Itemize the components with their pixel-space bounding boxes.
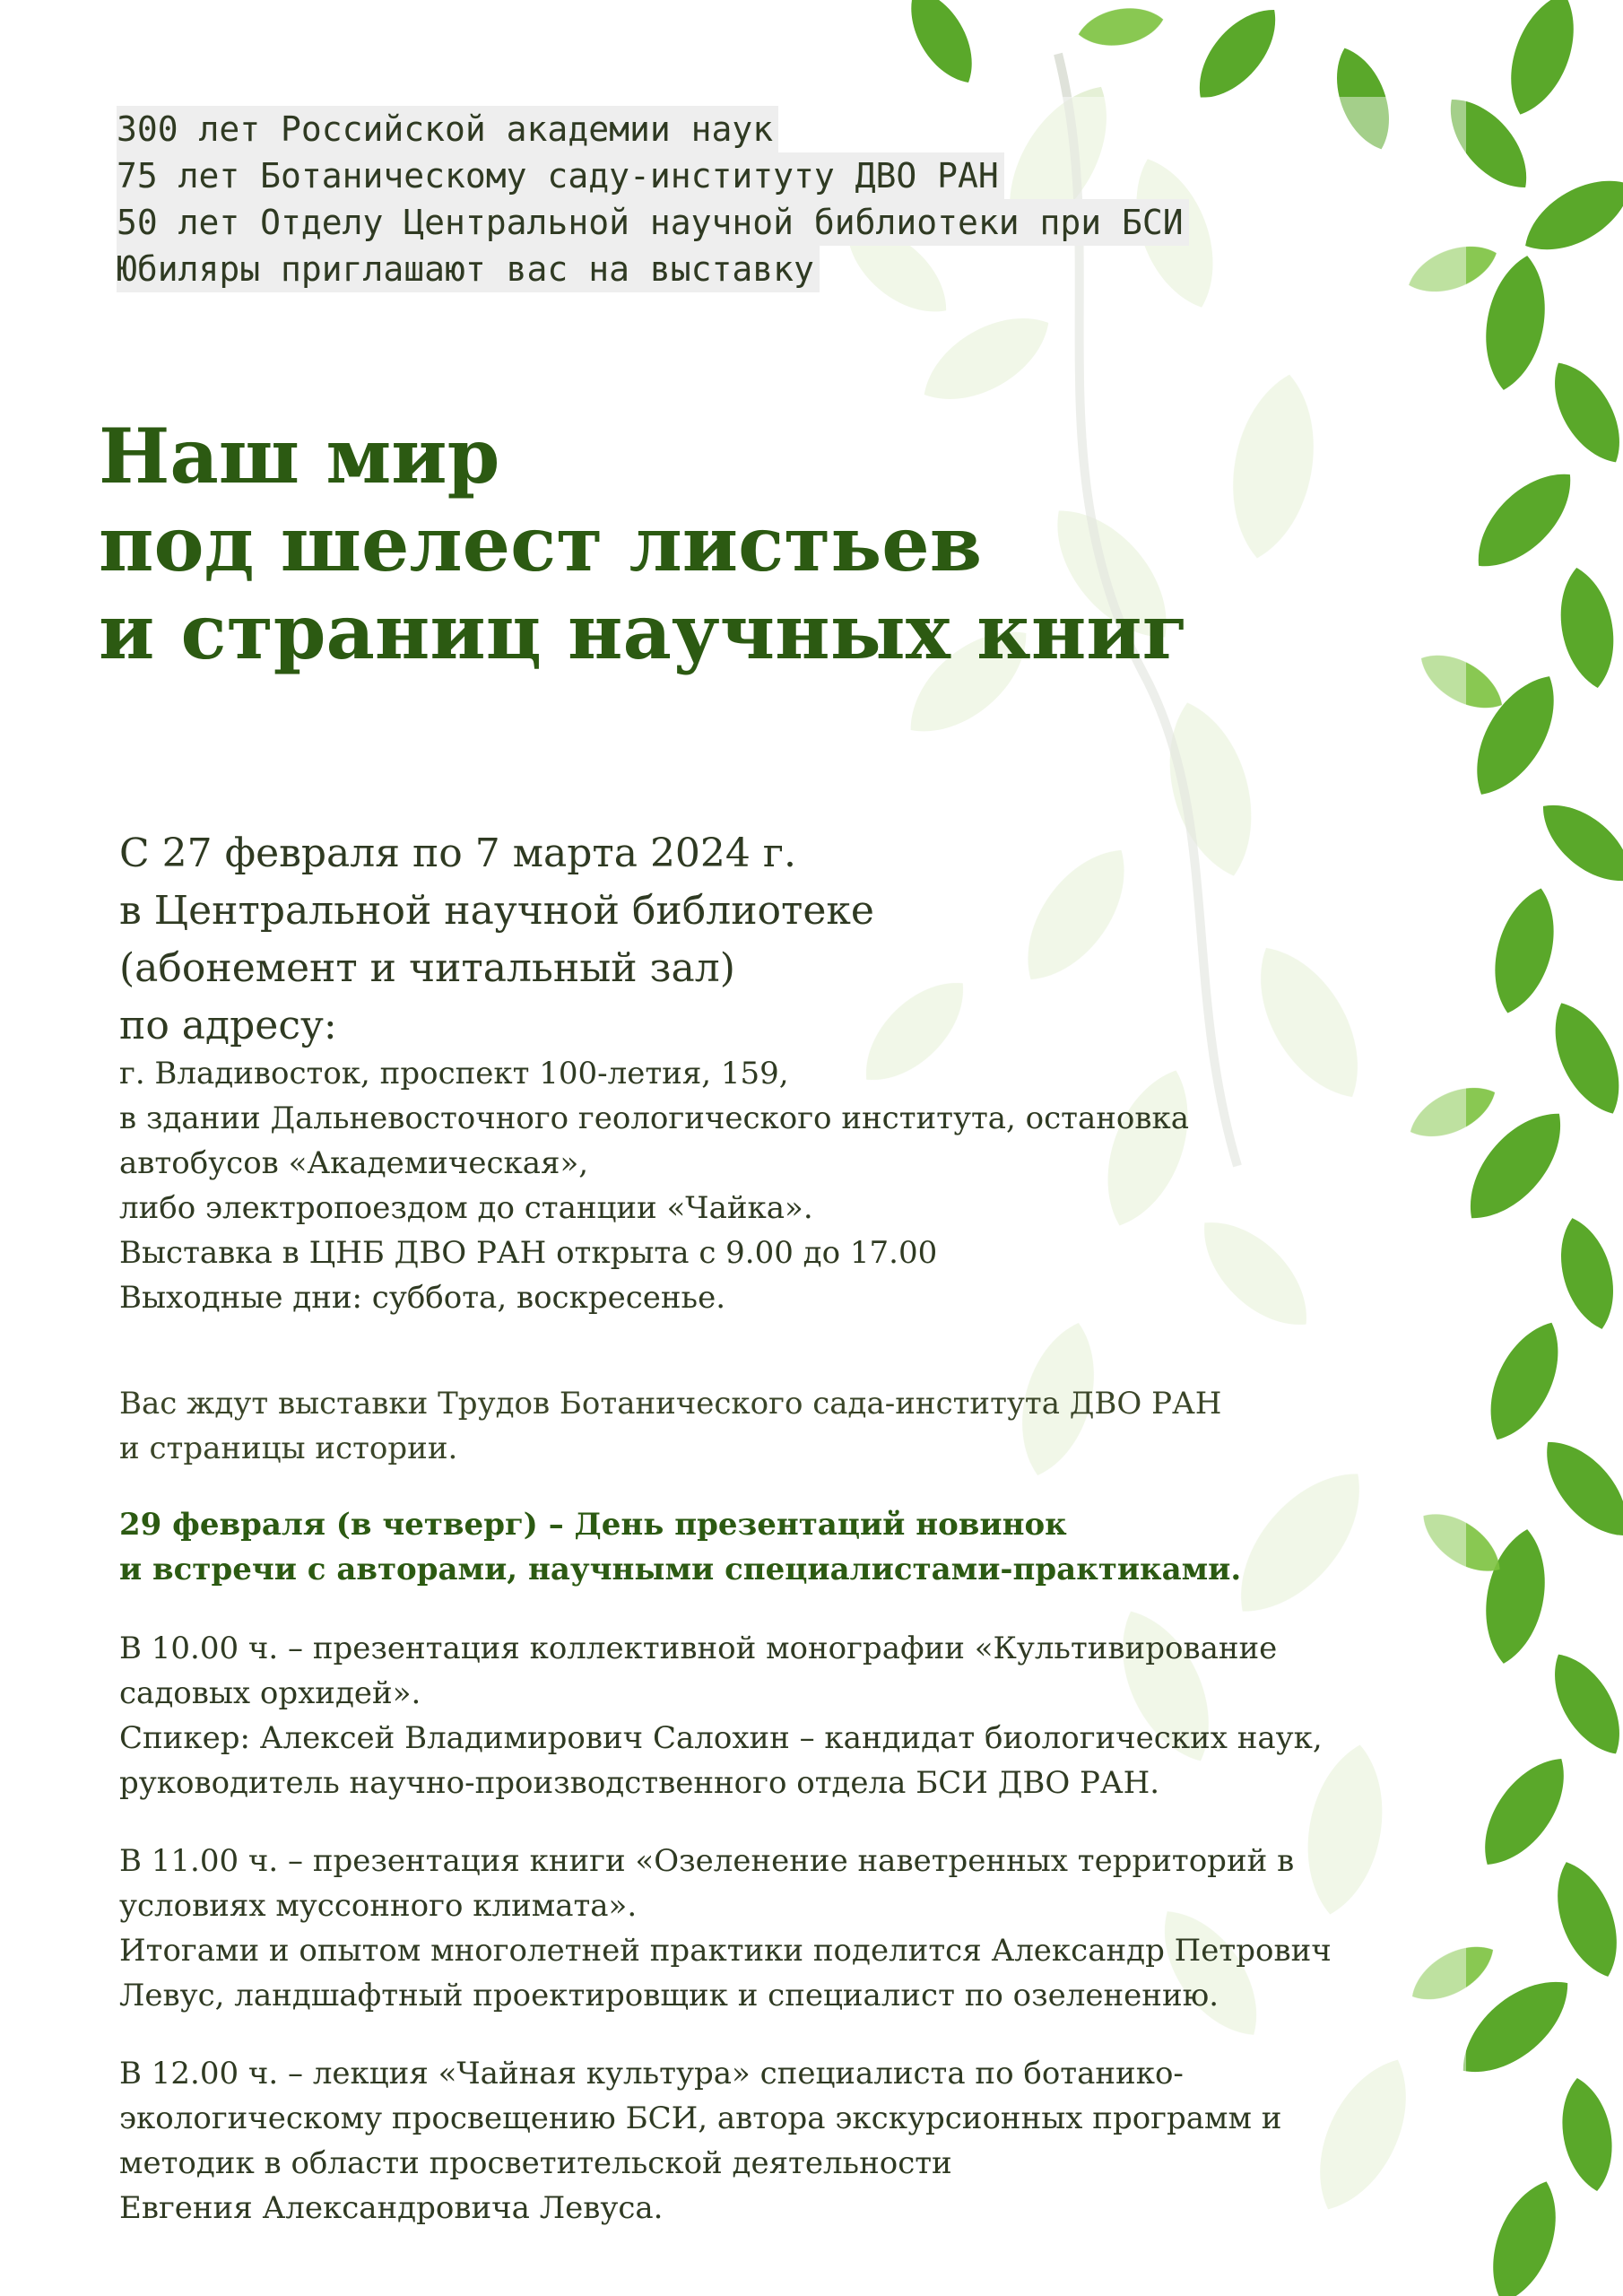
event-line: руководитель научно-производственного отдела БСИ ДВО РАН. [119, 1765, 1160, 1801]
invite-line: и страницы истории. [119, 1431, 458, 1466]
event-line: В 10.00 ч. – презентация коллективной монографии «Культивирование [119, 1631, 1278, 1666]
invite-text [119, 1381, 1419, 1471]
title-line: и страниц научных книг [99, 587, 1189, 676]
event-line: экологическому просвещению БСИ, автора экскурсионных программ и [119, 2100, 1282, 2136]
presentation-day [119, 1502, 1419, 1592]
event-12-00 [119, 2051, 1482, 2231]
event-line: Левус, ландшафтный проектировщик и специалист по озеленению. [119, 1978, 1219, 2013]
event-line: методик в области просветительской деятельности [119, 2145, 952, 2181]
event-10-00 [119, 1626, 1482, 1805]
event-line: Спикер: Алексей Владимирович Салохин – кандидат биологических наук, [119, 1720, 1323, 1756]
event-line: В 11.00 ч. – презентация книги «Озеленение наветренных территорий в [119, 1843, 1295, 1879]
exhibition-title [99, 413, 1264, 676]
exhibition-dates [119, 825, 1285, 1055]
dates-line: в Центральной научной библиотеке [119, 888, 874, 934]
event-line: садовых орхидей». [119, 1675, 421, 1711]
jubilee-list [117, 106, 1189, 292]
address-line: автобусов «Академическая», [119, 1145, 589, 1181]
jubilee-line: 50 лет Отделу Центральной научной библиотеки при БСИ [117, 199, 1189, 246]
dates-line: (абонемент и читальный зал) [119, 945, 735, 991]
jubilee-line: 75 лет Ботаническому саду-институту ДВО РАН [117, 152, 1004, 199]
address-block [119, 1051, 1419, 1320]
dates-line: С 27 февраля по 7 марта 2024 г. [119, 831, 796, 876]
highlight-line: и встречи с авторами, научными специалистами-практиками. [119, 1552, 1242, 1587]
address-line: Выходные дни: суббота, воскресенье. [119, 1280, 725, 1316]
title-line: Наш мир [99, 412, 500, 500]
event-line: Евгения Александровича Левуса. [119, 2190, 664, 2226]
dates-line: по адресу: [119, 1003, 337, 1048]
event-line: Итогами и опытом многолетней практики поделится Александр Петрович [119, 1933, 1332, 1969]
jubilee-line: 300 лет Российской академии наук [117, 106, 778, 152]
event-line: В 12.00 ч. – лекция «Чайная культура» специалиста по ботанико- [119, 2056, 1184, 2092]
title-line: под шелест листьев [99, 500, 983, 588]
address-line: в здании Дальневосточного геологического института, остановка [119, 1100, 1190, 1136]
highlight-line: 29 февраля (в четверг) – День презентаций новинок [119, 1507, 1067, 1543]
event-11-00 [119, 1839, 1482, 2018]
address-line: г. Владивосток, проспект 100-летия, 159, [119, 1056, 789, 1091]
address-line: либо электропоездом до станции «Чайка». [119, 1190, 813, 1226]
jubilee-line: Юбиляры приглашают вас на выставку [117, 246, 820, 292]
event-line: условиях муссонного климата». [119, 1888, 638, 1924]
address-line: Выставка в ЦНБ ДВО РАН открыта с 9.00 до 17.00 [119, 1235, 938, 1271]
invite-line: Вас ждут выставки Трудов Ботанического сада-института ДВО РАН [119, 1386, 1222, 1422]
